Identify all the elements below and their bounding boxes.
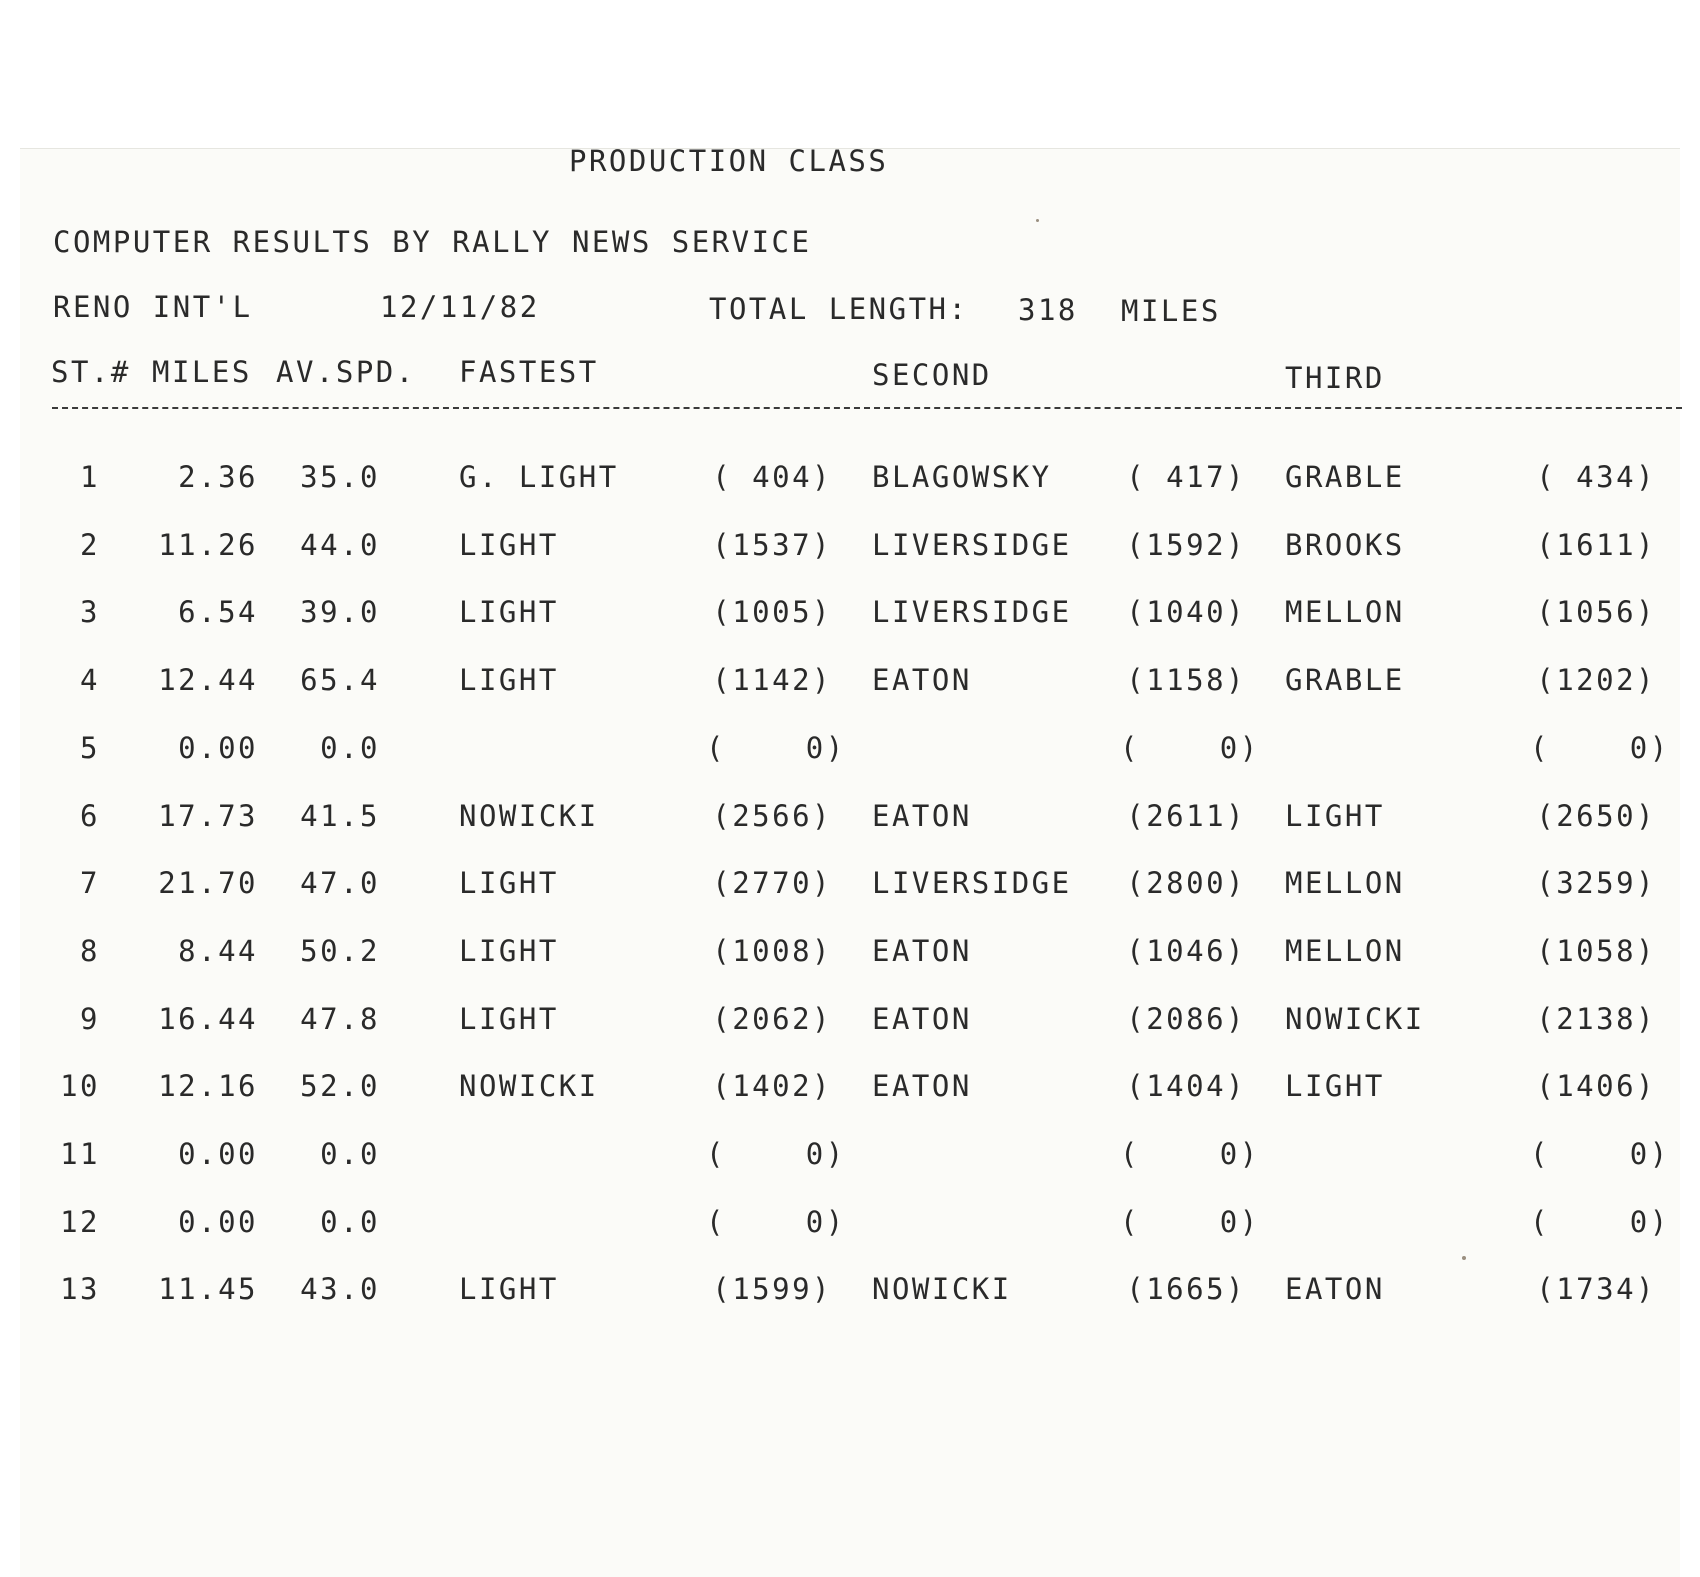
fastest-time: (1005): [712, 595, 832, 630]
third-time: (1058): [1536, 933, 1656, 968]
column-header-fastest: FASTEST: [459, 355, 599, 389]
page-title: PRODUCTION CLASS: [569, 144, 889, 178]
fastest-driver: LIGHT: [459, 933, 559, 968]
second-driver: EATON: [872, 663, 972, 698]
fastest-time: (1599): [712, 1272, 832, 1307]
stage-number: 11: [60, 1137, 100, 1171]
table-row: [0, 934, 1700, 974]
average-speed: 0.0: [320, 1204, 380, 1239]
third-time: (1734): [1536, 1272, 1656, 1307]
fastest-time: (2770): [712, 866, 832, 901]
stage-number: 4: [80, 663, 100, 698]
second-time: (1665): [1126, 1272, 1246, 1307]
stage-miles: 21.70: [158, 866, 258, 901]
stage-number: 10: [60, 1069, 100, 1104]
second-driver: EATON: [872, 1001, 972, 1036]
total-length-value: 318: [1018, 293, 1078, 327]
third-driver: MELLON: [1285, 866, 1405, 901]
average-speed: 39.0: [300, 595, 380, 630]
third-time: (2650): [1536, 798, 1656, 833]
second-driver: LIVERSIDGE: [872, 595, 1072, 630]
stage-number: 5: [80, 730, 100, 765]
second-driver: BLAGOWSKY: [872, 460, 1052, 494]
stage-number: 12: [60, 1204, 100, 1239]
fastest-time: (1008): [712, 933, 832, 968]
average-speed: 47.8: [300, 1001, 380, 1036]
table-row: [0, 731, 1700, 771]
fastest-time: (2062): [712, 1001, 832, 1036]
total-length-label: TOTAL LENGTH:: [709, 292, 969, 326]
stage-miles: 6.54: [178, 595, 258, 630]
third-time: (3259): [1536, 866, 1656, 901]
second-driver: NOWICKI: [872, 1272, 1012, 1307]
third-time: (1406): [1536, 1069, 1656, 1104]
paper-speck: [1462, 1256, 1466, 1260]
stage-number: 2: [80, 527, 100, 562]
fastest-driver: NOWICKI: [459, 798, 599, 833]
third-time: (1056): [1536, 595, 1656, 630]
table-row: [0, 528, 1700, 568]
fastest-time: (1142): [712, 663, 832, 698]
fastest-time: (2566): [712, 798, 832, 833]
average-speed: 0.0: [320, 1137, 380, 1171]
stage-miles: 8.44: [178, 933, 258, 968]
average-speed: 44.0: [300, 527, 380, 562]
second-time: (2611): [1126, 798, 1246, 833]
average-speed: 65.4: [300, 663, 380, 698]
stage-number: 3: [80, 595, 100, 630]
stage-number: 13: [60, 1272, 100, 1307]
second-time: (1040): [1126, 595, 1246, 630]
table-row: [0, 1137, 1700, 1177]
third-time: (1202): [1536, 663, 1656, 698]
second-time: (2800): [1126, 866, 1246, 901]
column-header-miles: MILES: [152, 355, 252, 389]
second-driver: EATON: [872, 1069, 972, 1104]
third-driver: GRABLE: [1285, 460, 1405, 494]
second-time: ( 0): [1120, 1204, 1260, 1239]
column-header-second: SECOND: [872, 358, 992, 392]
event-name: RENO INT'L: [53, 290, 253, 324]
table-row: [0, 866, 1700, 906]
third-time: ( 0): [1530, 1204, 1670, 1239]
stage-miles: 0.00: [178, 1137, 258, 1171]
third-driver: LIGHT: [1285, 1069, 1385, 1104]
table-row: [0, 799, 1700, 839]
table-row: [0, 1069, 1700, 1109]
fastest-time: ( 0): [706, 1204, 846, 1239]
stage-miles: 0.00: [178, 730, 258, 765]
third-time: ( 0): [1530, 730, 1670, 765]
fastest-time: (1537): [712, 527, 832, 562]
stage-miles: 12.16: [158, 1069, 258, 1104]
average-speed: 41.5: [300, 798, 380, 833]
second-time: ( 0): [1120, 1137, 1260, 1171]
results-source: COMPUTER RESULTS BY RALLY NEWS SERVICE: [53, 225, 812, 259]
total-length-unit: MILES: [1121, 294, 1221, 328]
second-driver: LIVERSIDGE: [872, 527, 1072, 562]
fastest-driver: LIGHT: [459, 595, 559, 630]
stage-miles: 12.44: [158, 663, 258, 698]
third-time: (1611): [1536, 527, 1656, 562]
column-header-stage: ST.#: [51, 355, 131, 389]
third-driver: NOWICKI: [1285, 1001, 1425, 1036]
average-speed: 0.0: [320, 730, 380, 765]
fastest-driver: NOWICKI: [459, 1069, 599, 1104]
column-header-average-speed: AV.SPD.: [276, 355, 416, 389]
stage-miles: 11.45: [158, 1272, 258, 1307]
stage-number: 1: [80, 460, 100, 494]
stage-miles: 17.73: [158, 798, 258, 833]
third-driver: LIGHT: [1285, 798, 1385, 833]
third-time: ( 434): [1536, 460, 1656, 494]
second-time: ( 0): [1120, 730, 1260, 765]
fastest-time: ( 0): [706, 730, 846, 765]
stage-number: 7: [80, 866, 100, 901]
stage-number: 9: [80, 1001, 100, 1036]
second-time: (1046): [1126, 933, 1246, 968]
third-driver: EATON: [1285, 1272, 1385, 1307]
average-speed: 43.0: [300, 1272, 380, 1307]
fastest-time: ( 0): [706, 1137, 846, 1171]
second-driver: EATON: [872, 798, 972, 833]
table-row: [0, 1205, 1700, 1245]
column-header-third: THIRD: [1285, 361, 1385, 395]
table-row: [0, 1002, 1700, 1042]
second-time: (1404): [1126, 1069, 1246, 1104]
paper-speck: [1036, 219, 1039, 222]
stage-miles: 11.26: [158, 527, 258, 562]
second-driver: LIVERSIDGE: [872, 866, 1072, 901]
third-time: (2138): [1536, 1001, 1656, 1036]
fastest-time: ( 404): [712, 460, 832, 494]
fastest-driver: LIGHT: [459, 527, 559, 562]
second-time: (1592): [1126, 527, 1246, 562]
third-driver: MELLON: [1285, 595, 1405, 630]
third-driver: BROOKS: [1285, 527, 1405, 562]
stage-miles: 16.44: [158, 1001, 258, 1036]
average-speed: 47.0: [300, 866, 380, 901]
stage-number: 6: [80, 798, 100, 833]
third-driver: MELLON: [1285, 933, 1405, 968]
table-row: [0, 595, 1700, 635]
fastest-driver: LIGHT: [459, 866, 559, 901]
fastest-driver: LIGHT: [459, 1272, 559, 1307]
third-time: ( 0): [1530, 1137, 1670, 1171]
second-time: ( 417): [1126, 460, 1246, 494]
average-speed: 52.0: [300, 1069, 380, 1104]
second-time: (1158): [1126, 663, 1246, 698]
fastest-driver: LIGHT: [459, 1001, 559, 1036]
table-row: [0, 663, 1700, 703]
second-time: (2086): [1126, 1001, 1246, 1036]
average-speed: 50.2: [300, 933, 380, 968]
table-row: [0, 460, 1700, 500]
stage-miles: 2.36: [178, 460, 258, 494]
fastest-driver: G. LIGHT: [459, 460, 619, 494]
stage-number: 8: [80, 933, 100, 968]
event-date: 12/11/82: [380, 290, 540, 324]
second-driver: EATON: [872, 933, 972, 968]
fastest-time: (1402): [712, 1069, 832, 1104]
table-row: [0, 1272, 1700, 1312]
stage-miles: 0.00: [178, 1204, 258, 1239]
third-driver: GRABLE: [1285, 663, 1405, 698]
fastest-driver: LIGHT: [459, 663, 559, 698]
average-speed: 35.0: [300, 460, 380, 494]
